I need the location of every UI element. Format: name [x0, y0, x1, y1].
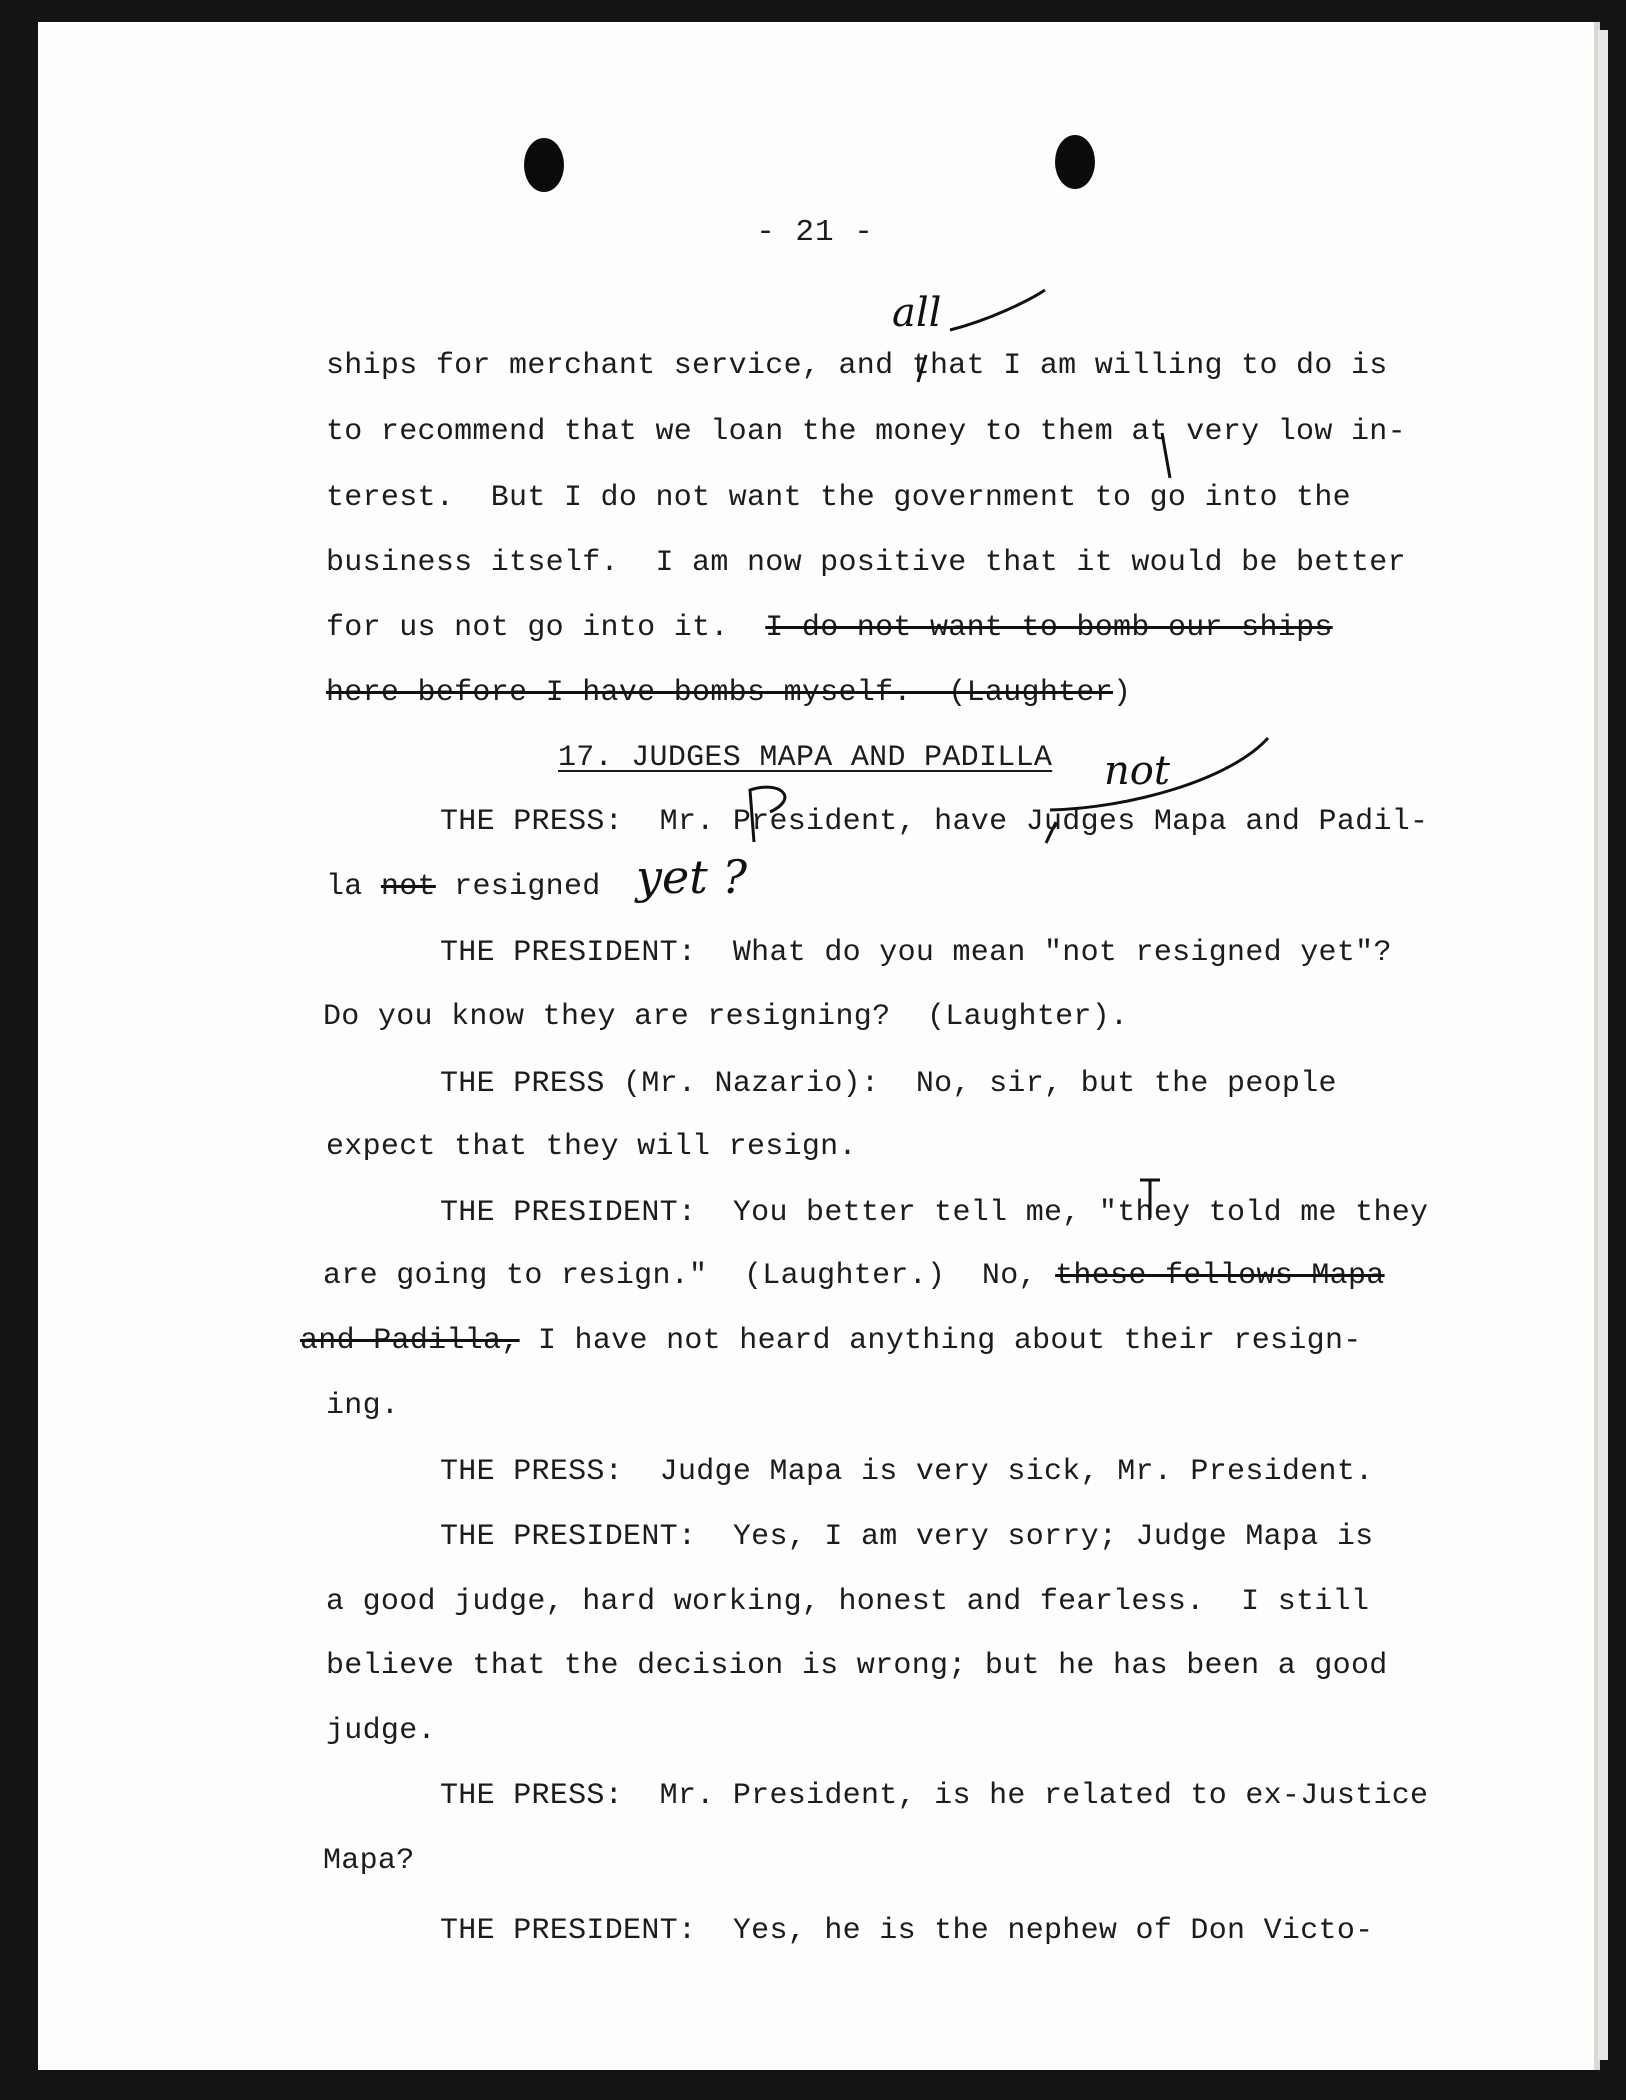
document-page	[38, 22, 1600, 2070]
section-heading: 17. JUDGES MAPA AND PADILLA	[558, 741, 1053, 775]
page-number: - 21 -	[756, 215, 874, 250]
text-line-13: THE PRESIDENT: You better tell me, "they told me they	[440, 1196, 1429, 1230]
struck-text-bomb: I do not want to bomb our ships	[765, 611, 1333, 645]
punch-hole-left	[524, 138, 564, 192]
text-line-1: ships for merchant service, and that I am willing to do is	[326, 349, 1388, 383]
text-line-6-paren: )	[1113, 676, 1132, 710]
text-line-16: ing.	[326, 1389, 400, 1423]
text-line-20: believe that the decision is wrong; but he has been a good	[326, 1649, 1388, 1683]
handwritten-insert-not: not	[1104, 748, 1170, 794]
text-line-14	[323, 1258, 1385, 1294]
struck-text-fellows: these fellows Mapa	[1055, 1259, 1385, 1293]
text-line-9: THE PRESIDENT: What do you mean "not resigned yet"?	[440, 936, 1392, 970]
text-line-24: THE PRESIDENT: Yes, he is the nephew of Don Victo-	[440, 1914, 1374, 1948]
text-line-15	[300, 1323, 1362, 1359]
struck-text-bombs-myself: here before I have bombs myself. (Laughter	[326, 676, 1114, 710]
text-line-11: THE PRESS (Mr. Nazario): No, sir, but the people	[440, 1067, 1337, 1101]
text-line-10: Do you know they are resigning? (Laughter).	[323, 1000, 1129, 1034]
text-line-4: business itself. I am now positive that it would be better	[326, 546, 1406, 580]
text-line-12: expect that they will resign.	[326, 1130, 857, 1164]
text-line-3: terest. But I do not want the government to go into the	[326, 481, 1351, 515]
text-line-18: THE PRESIDENT: Yes, I am very sorry; Judge Mapa is	[440, 1520, 1374, 1554]
text-line-6	[326, 675, 1131, 711]
text-line-15-end: I have not heard anything about their resign-	[519, 1324, 1362, 1358]
struck-text-padilla: and Padilla,	[300, 1324, 520, 1358]
text-line-14-start: are going to resign." (Laughter.) No,	[323, 1259, 1056, 1293]
punch-hole-right	[1055, 135, 1095, 189]
text-line-17: THE PRESS: Judge Mapa is very sick, Mr. President.	[440, 1455, 1374, 1489]
text-line-19: a good judge, hard working, honest and fearless. I still	[326, 1585, 1370, 1619]
page-edge	[1598, 30, 1608, 2060]
text-line-8-start: la	[326, 870, 381, 904]
text-line-8	[326, 869, 601, 905]
text-line-21: judge.	[326, 1714, 436, 1748]
handwritten-insert-yet: yet ?	[636, 850, 747, 904]
text-line-23: Mapa?	[323, 1844, 415, 1878]
text-line-22: THE PRESS: Mr. President, is he related to ex-Justice	[440, 1779, 1429, 1813]
text-line-5-kept: for us not go into it.	[326, 611, 766, 645]
text-line-2: to recommend that we loan the money to them at very low in-	[326, 415, 1406, 449]
text-line-5	[326, 610, 1333, 646]
text-line-7: THE PRESS: Mr. President, have Judges Mapa and Padil-	[440, 805, 1429, 839]
struck-text-not: not	[380, 870, 436, 904]
handwritten-insert-all: all	[892, 290, 942, 336]
text-line-8-end: resigned	[435, 870, 601, 904]
